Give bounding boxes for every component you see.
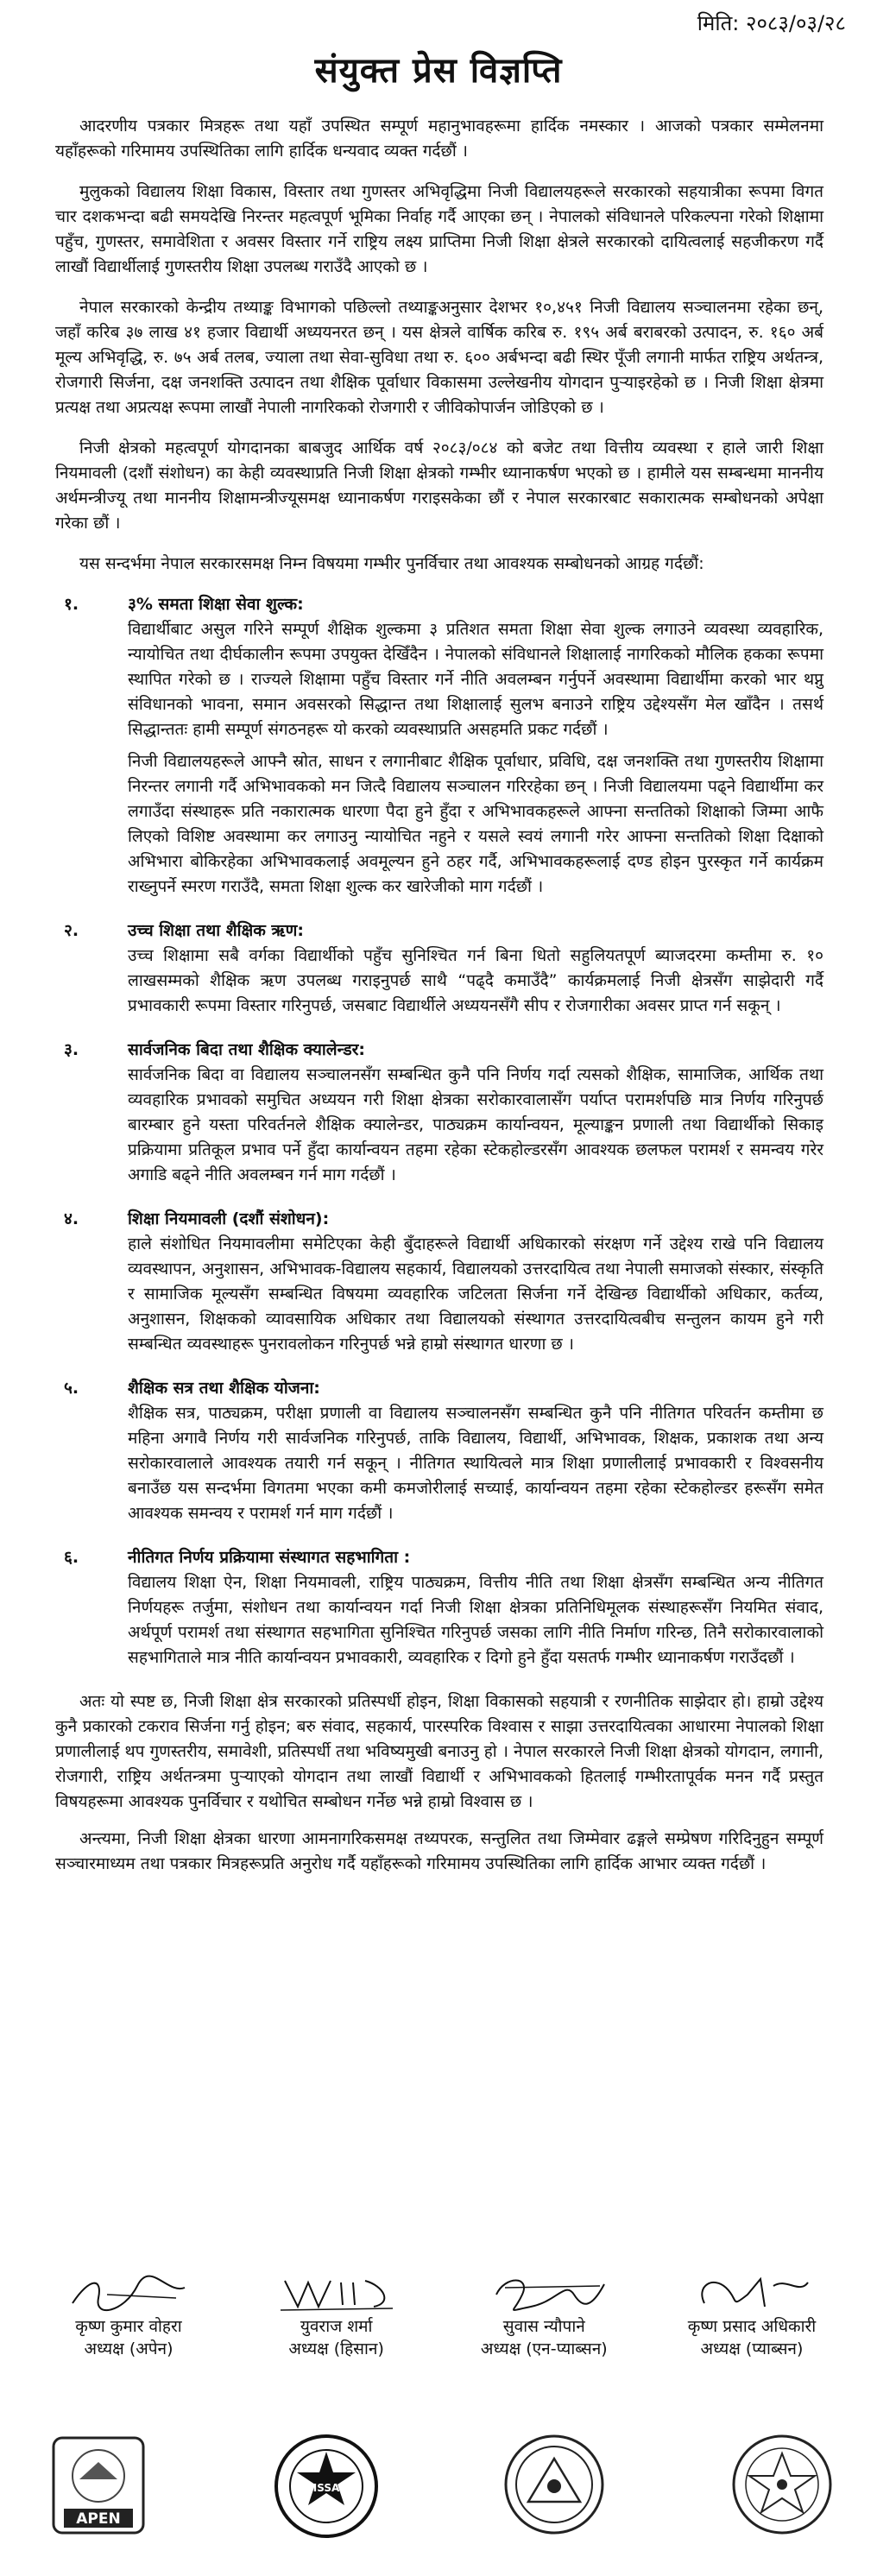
demand-item — [55, 1545, 823, 1677]
signatory-role: अध्यक्ष (एन-प्याब्सन) — [480, 2339, 608, 2358]
demand-number: ६. — [64, 1548, 79, 1567]
hissan-logo — [266, 2419, 387, 2557]
document-body — [55, 114, 823, 1889]
signatory-role: अध्यक्ष (हिसान) — [288, 2339, 384, 2358]
demand-text: सार्वजनिक बिदा वा विद्यालय सञ्चालनसँग सम्बन्धित कुनै पनि निर्णय गर्दा त्यसको शैक्षिक, सामाजिक, आर्थिक तथा व्यवहारिक प्रभावको समुचित अध्ययन गरी शिक्षा क्षेत्रका सरोकारवालासँग पर्याप्त परामर्शपछि मात्र निर्णय गरिनुपर्छ बारम्बार हुने यस्ता परिवर्तनले शैक्षिक क्यालेन्डर, पाठ्यक्रम कार्यान्वयन, मूल्याङ्कन प्रणाली तथा विद्यार्थीको सिकाइ प्रक्रियामा प्रतिकूल प्रभाव पर्ने हुँदा कार्यान्वयन तहमा रहेका स्टेकहोल्डरसँग आवश्यक छलफल परामर्श र समन्वय गरेर अगाडि बढ्ने नीति अवलम्बन गर्न माग गर्दछौं । — [128, 1065, 823, 1184]
demand-title: ३% समता शिक्षा सेवा शुल्क: — [128, 595, 304, 614]
hissan-logo-text: HISSAN — [304, 2482, 349, 2494]
signatory-block — [237, 2269, 436, 2360]
intro-statistics: नेपाल सरकारको केन्द्रीय तथ्याङ्क विभागको पछिल्लो तथ्याङ्कअनुसार देशभर १०,४५१ निजी विद्यालय सञ्चालनमा रहेका छन्, जहाँ करिब ३७ लाख ४१ हजार विद्यार्थी अध्ययनरत छन् । यस क्षेत्रले वार्षिक करिब रु. १९५ अर्ब बराबरको उत्पादन, रु. १६० अर्ब मूल्य अभिवृद्धि, रु. ७५ अर्ब तलब, ज्याला तथा सेवा-सुविधा तथा रु. ६०० अर्बभन्दा बढी स्थिर पूँजी लगानी मार्फत राष्ट्रिय अर्थतन्त्र, रोजगारी सिर्जना, दक्ष जनशक्ति उत्पादन तथा शैक्षिक पूर्वाधार विकासमा उल्लेखनीय योगदान पुर्‍याइरहेको छ । निजी शिक्षा क्षेत्रमा प्रत्यक्ष तथा अप्रत्यक्ष रूपमा लाखौं नेपाली नागरिकको रोजगारी र जीविकोपार्जन जोडिएको छ । — [55, 298, 823, 417]
date-line: मिति: २०८३/०३/२८ — [697, 11, 846, 35]
apen-logo-text: APEN — [76, 2510, 121, 2528]
n-pabson-logo — [494, 2419, 615, 2557]
signatory-role: अध्यक्ष (अपेन) — [84, 2339, 174, 2358]
demand-number: २. — [64, 921, 79, 940]
logo-row — [38, 2419, 842, 2557]
signatory-name: युवराज शर्मा — [300, 2317, 373, 2336]
demand-item — [55, 1038, 823, 1195]
demand-text: हाले संशोधित नियमावलीमा समेटिएका केही बुँदाहरूले विद्यार्थी अधिकारको संरक्षण गर्ने उद्देश्य राखे पनि विद्यालय व्यवस्थापन, अनुशासन, अभिभावक-विद्यालय सहकार्य, विद्यालयको उत्तरदायित्व तथा नेपाली समाजको संस्कार, संस्कृति र सामाजिक मूल्यसँग सम्बन्धित विषयमा व्यवहारिक जटिलता सिर्जना गर्ने देखिन्छ विद्यार्थीको अधिकार, कर्तव्य, अनुशासन, शिक्षकको व्यावसायिक अधिकार तथा विद्यालयको संस्थागत उत्तरदायित्वबीच सन्तुलन कायम हुने गरी सम्बन्धित व्यवस्थाहरू पुनरावलोकन गरिनुपर्छ भन्ने हाम्रो संस्थागत धारणा छ । — [128, 1234, 823, 1354]
demand-title: उच्च शिक्षा तथा शैक्षिक ऋण: — [128, 921, 304, 940]
intro-greeting: आदरणीय पत्रकार मित्रहरू तथा यहाँ उपस्थित सम्पूर्ण महानुभावहरूमा हार्दिक नमस्कार । आजको पत्रकार सम्मेलनमा यहाँहरूको गरिमामय उपस्थितिका लागि हार्दिक धन्यवाद व्यक्त गर्दछौं । — [55, 117, 823, 161]
signature-row — [29, 2269, 851, 2360]
demand-item — [55, 1207, 823, 1364]
demands-list — [55, 592, 823, 1677]
demand-item — [55, 592, 823, 906]
demand-number: ३. — [64, 1040, 79, 1059]
demand-text: निजी विद्यालयहरूले आफ्नै स्रोत, साधन र लगानीबाट शैक्षिक पूर्वाधार, प्रविधि, दक्ष जनशक्ति तथा गुणस्तरीय शिक्षामा निरन्तर लगानी गर्दै अभिभावकको मन जित्दै विद्यालय सञ्चालन गरिरहेका छन् । निजी विद्यालयमा पढ्ने विद्यार्थीमा कर लगाउँदा संस्थाहरू प्रति नकारात्मक धारणा पैदा हुने हुँदा र अभिभावकहरूले आफ्ना सन्ततिको शिक्षाको जिम्मा आफै लिएको विशिष्ट अवस्थामा कर लगाउनु न्यायोचित नहुने र यसले स्वयं लगानी गरेर आफ्ना सन्ततिको शिक्षा दिक्षाको अभिभारा बोकिरहेका अभिभावकलाई अवमूल्यन हुने ठहर गर्दै, अभिभावकहरूलाई दण्ड होइन पुरस्कृत गर्ने कार्यक्रम राख्नुपर्ने स्मरण गराउँदै, समता शिक्षा शुल्क कर खारेजीको माग गर्दछौं । — [128, 752, 823, 896]
demand-title: शैक्षिक सत्र तथा शैक्षिक योजना: — [128, 1379, 320, 1398]
signature-image — [653, 2269, 851, 2315]
signatory-name: कृष्ण प्रसाद अधिकारी — [687, 2317, 817, 2336]
signatory-role: अध्यक्ष (प्याब्सन) — [700, 2339, 804, 2358]
signatory-block — [29, 2269, 228, 2360]
demand-item — [55, 919, 823, 1026]
demand-number: १. — [64, 595, 79, 614]
demand-text: शैक्षिक सत्र, पाठ्यक्रम, परीक्षा प्रणाली वा विद्यालय सञ्चालनसँग सम्बन्धित कुनै पनि नीतिगत परिवर्तन कम्तीमा छ महिना अगावै निर्णय गरी सार्वजनिक गरिनुपर्छ, ताकि विद्यालय, विद्यार्थी, अभिभावक, शिक्षक, प्रकाशक तथा अन्य सरोकारवालाले आवश्यक तयारी गर्न सकून् । नीतिगत स्थायित्वले मात्र शिक्षा प्रणालीलाई प्रभावकारी र विश्वसनीय बनाउँछ यस सन्दर्भमा विगतमा भएका कमी कमजोरीलाई सच्याई, कार्यान्वयन तहमा रहेका स्टेकहोल्डर हरूसँग समेत आवश्यक समन्वय र परामर्श गर्न माग गर्दछौं । — [128, 1404, 823, 1523]
demand-title: नीतिगत निर्णय प्रक्रियामा संस्थागत सहभागिता : — [128, 1548, 411, 1567]
demand-number: ५. — [64, 1379, 79, 1398]
intro-background: मुलुकको विद्यालय शिक्षा विकास, विस्तार तथा गुणस्तर अभिवृद्धिमा निजी विद्यालयहरूले सरकारको सहयात्रीका रूपमा विगत चार दशकभन्दा बढी समयदेखि निरन्तर महत्वपूर्ण भूमिका निर्वाह गर्दै आएका छन् । नेपालको संविधानले परिकल्पना गरेको शिक्षामा पहुँच, गुणस्तर, समावेशिता र अवसर विस्तार गर्ने राष्ट्रिय लक्ष्य प्राप्तिमा निजी शिक्षा क्षेत्रले सरकारको दायित्वलाई सहजीकरण गर्दै लाखौं विद्यार्थीलाई गुणस्तरीय शिक्षा उपलब्ध गराउँदै आएको छ । — [55, 182, 823, 276]
signatory-block — [653, 2269, 851, 2360]
demand-text: उच्च शिक्षामा सबै वर्गका विद्यार्थीको पहुँच सुनिश्चित गर्न बिना धितो सहुलियतपूर्ण ब्याजदरमा कम्तीमा रु. १० लाखसम्मको शैक्षिक ऋण उपलब्ध गराइनुपर्छ साथै “पढ्दै कमाउँदै” कार्यक्रमलाई निजी क्षेत्रसँग साझेदारी गर्दै प्रभावकारी रूपमा विस्तार गरिनुपर्छ, जसबाट विद्यार्थीले अध्ययनसँगै सीप र रोजगारीका अवसर प्राप्त गर्न सकून् । — [128, 946, 823, 1015]
demand-title: शिक्षा नियमावली (दशौं संशोधन): — [128, 1209, 330, 1228]
closing-thanks: अन्त्यमा, निजी शिक्षा क्षेत्रका धारणा आमनागरिकसमक्ष तथ्यपरक, सन्तुलित तथा जिम्मेवार ढङ्गले सम्प्रेषण गरिदिनुहुन सम्पूर्ण सञ्चारमाध्यम तथा पत्रकार मित्रहरूप्रति अनुरोध गर्दै यहाँहरूको गरिमामय उपस्थितिका लागि हार्दिक आभार व्यक्त गर्दछौं । — [55, 1829, 823, 1873]
signatory-name: कृष्ण कुमार वोहरा — [75, 2317, 182, 2336]
signatory-block — [445, 2269, 643, 2360]
demand-title: सार्वजनिक बिदा तथा शैक्षिक क्यालेन्डर: — [128, 1040, 365, 1059]
demand-item — [55, 1376, 823, 1533]
signature-image — [29, 2269, 228, 2315]
pabson-logo — [722, 2419, 842, 2557]
intro-concern: निजी क्षेत्रको महत्वपूर्ण योगदानका बाबजुद आर्थिक वर्ष २०८३/०८४ को बजेट तथा वित्तीय व्यवस्था र हाले जारी शिक्षा नियमावली (दशौं संशोधन) का केही व्यवस्थाप्रति निजी शिक्षा क्षेत्रको गम्भीर ध्यानाकर्षण भएको छ । हामीले यस सम्बन्धमा माननीय अर्थमन्त्रीज्यू तथा माननीय शिक्षामन्त्रीज्यूसमक्ष ध्यानाकर्षण गराइसकेका छौं र नेपाल सरकारबाट सकारात्मक सम्बोधनको अपेक्षा गरेका छौं । — [55, 439, 823, 533]
signature-image — [237, 2269, 436, 2315]
demand-number: ४. — [64, 1209, 79, 1228]
signature-image — [445, 2269, 643, 2315]
demand-text: विद्यार्थीबाट असुल गरिने सम्पूर्ण शैक्षिक शुल्कमा ३ प्रतिशत समता शिक्षा सेवा शुल्क लगाउने व्यवस्था व्यवहारिक, न्यायोचित तथा दीर्घकालीन रूपमा उपयुक्त देखिँदैन । नेपालको संविधानले शिक्षालाई नागरिकको मौलिक हकका रूपमा स्थापित गरेको छ । राज्यले शिक्षामा पहुँच विस्तार गर्ने नीति अवलम्बन गर्नुपर्ने अवस्थामा विद्यार्थीमा करको भार थप्नु संविधानको भावना, समान अवसरको सिद्धान्त तथा शिक्षालाई सुलभ बनाउने राष्ट्रिय उद्देश्यसँग मेल खाँदैन । तसर्थ सिद्धान्ततः हामी सम्पूर्ण संगठनहरू यो करको व्यवस्थाप्रति असहमति प्रकट गर्दछौं । — [128, 620, 823, 739]
signatory-name: सुवास न्यौपाने — [502, 2317, 585, 2336]
demand-text: विद्यालय शिक्षा ऐन, शिक्षा नियमावली, राष्ट्रिय पाठ्यक्रम, वित्तीय नीति तथा शिक्षा क्षेत्रसँग सम्बन्धित अन्य नीतिगत निर्णयहरू तर्जुमा, संशोधन तथा कार्यान्वयन गर्दा निजी शिक्षा क्षेत्रका प्रतिनिधिमूलक संस्थाहरूसँग नियमित संवाद, अर्थपूर्ण परामर्श तथा संस्थागत सहभागिता सुनिश्चित गरिनुपर्छ जसका लागि नीति निर्माण गरिन्छ, तिनै सरोकारवालाको सहभागिताले मात्र नीति कार्यान्वयन प्रभावकारी, व्यवहारिक र दिगो हुने हुँदा यसतर्फ गम्भीर ध्यानाकर्षण गराउँदछौं । — [128, 1573, 823, 1667]
closing-statement: अतः यो स्पष्ट छ, निजी शिक्षा क्षेत्र सरकारको प्रतिस्पर्धी होइन, शिक्षा विकासको सहयात्री र रणनीतिक साझेदार हो। हाम्रो उद्देश्य कुनै प्रकारको टकराव सिर्जना गर्नु होइन; बरु संवाद, सहकार्य, पारस्परिक विश्वास र साझा उत्तरदायित्वका आधारमा नेपालको शिक्षा प्रणालीलाई थप गुणस्तरीय, समावेशी, प्रतिस्पर्धी तथा भविष्यमुखी बनाउनु हो । नेपाल सरकारले निजी शिक्षा क्षेत्रको योगदान, लगानी, रोजगारी, राष्ट्रिय अर्थतन्त्रमा पुर्‍याएको योगदान तथा लाखौं विद्यार्थी र अभिभावकको हितलाई गम्भीरतापूर्वक मनन गर्दै प्रस्तुत विषयहरूमा आवश्यक पुनर्विचार र यथोचित सम्बोधन गर्नेछ भन्ने हाम्रो विश्वास छ । — [55, 1692, 823, 1811]
document-title: संयुक्त प्रेस विज्ञप्ति — [314, 51, 563, 91]
apen-logo — [38, 2419, 159, 2557]
intro-request: यस सन्दर्भमा नेपाल सरकारसमक्ष निम्न विषयमा गम्भीर पुनर्विचार तथा आवश्यक सम्बोधनको आग्रह गर्दछौं: — [79, 554, 704, 573]
